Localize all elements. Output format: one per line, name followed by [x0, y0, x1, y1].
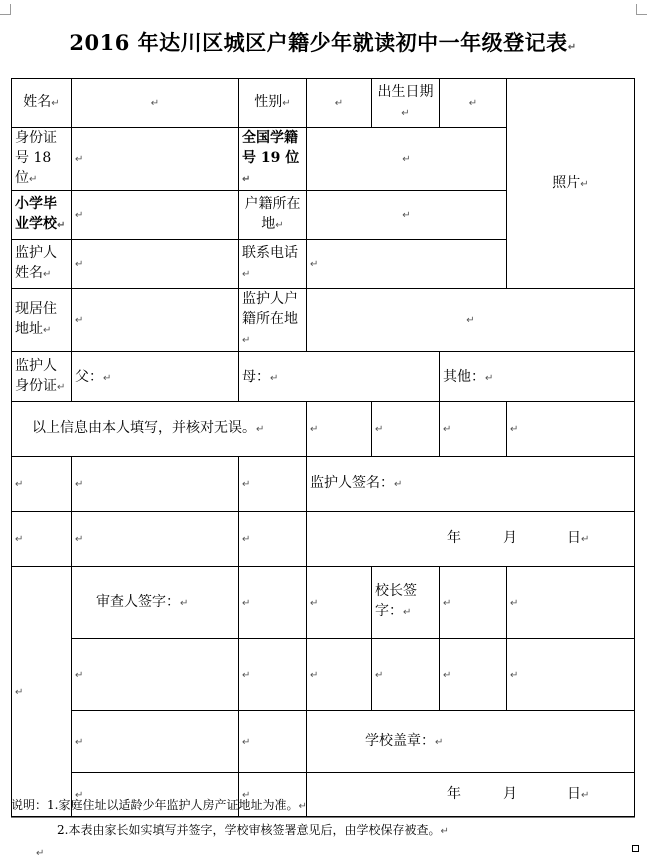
declaration-cell: 以上信息由本人填写，并核对无误。↵	[12, 402, 307, 457]
declaration-blank-4: ↵	[507, 402, 635, 457]
name-label-cell: 姓名↵	[12, 79, 72, 128]
seal-blank-2: ↵	[239, 711, 307, 773]
name-input-cell[interactable]: ↵	[72, 79, 239, 128]
declaration-blank-2: ↵	[372, 402, 440, 457]
review-blank-5: ↵	[307, 639, 372, 711]
household-label-cell: 户籍所在地↵	[239, 191, 307, 240]
primary-school-label-cell: 小学毕业学校↵	[12, 191, 72, 240]
student-number-input-cell[interactable]: ↵	[307, 128, 507, 191]
review-blank-3: ↵	[72, 639, 239, 711]
guardian-name-label-cell: 监护人姓名↵	[12, 240, 72, 289]
corner-mark-top-left	[0, 4, 11, 15]
address-label-cell: 现居住地址↵	[12, 289, 72, 352]
photo-cell[interactable]: 照片↵	[507, 79, 635, 289]
id-number-input-cell[interactable]: ↵	[72, 128, 239, 191]
review-blank-8: ↵	[507, 639, 635, 711]
phone-label-cell: 联系电话↵	[239, 240, 307, 289]
guardian-id-label-cell: 监护人身份证↵	[12, 352, 72, 402]
declaration-blank-3: ↵	[440, 402, 507, 457]
guardian-name-input-cell[interactable]: ↵	[72, 240, 239, 289]
declaration-blank-1: ↵	[307, 402, 372, 457]
reviewer-signature-label-cell: 审查人签字：↵	[72, 567, 239, 639]
birthdate-label-cell: 出生日期↵	[372, 79, 440, 128]
guardian-date-blank-3: ↵	[239, 512, 307, 567]
corner-mark-top-right	[636, 4, 647, 15]
note-line-2: 2.本表由家长如实填写并签字，学校审核签署意见后，由学校保存被查。↵	[57, 823, 449, 837]
primary-school-input-cell[interactable]: ↵	[72, 191, 239, 240]
guardian-household-label-cell: 监护人户籍所在地↵	[239, 289, 307, 352]
school-date-cell[interactable]: 年 月 日↵	[307, 773, 635, 817]
school-seal-cell[interactable]: 学校盖章：↵	[307, 711, 635, 773]
review-blank-2: ↵	[507, 567, 635, 639]
notes-section	[11, 793, 635, 842]
father-id-cell[interactable]: 父：↵	[72, 352, 239, 402]
school-date-blank-2: ↵	[239, 773, 307, 817]
end-paragraph-mark: ↵	[36, 848, 45, 859]
address-input-cell[interactable]: ↵	[72, 289, 239, 352]
guardian-household-input-cell[interactable]: ↵	[307, 289, 635, 352]
table-resize-handle[interactable]	[632, 845, 639, 852]
gender-input-cell[interactable]: ↵	[307, 79, 372, 128]
review-blank-6: ↵	[372, 639, 440, 711]
student-number-label-cell: 全国学籍号 19 位↵	[239, 128, 307, 191]
form-title: 2016 年达川区城区户籍少年就读初中一年级登记表↵	[69, 30, 577, 55]
guardian-sign-blank-2: ↵	[72, 457, 239, 512]
guardian-date-blank-1: ↵	[12, 512, 72, 567]
id-number-label-cell: 身份证号 18 位↵	[12, 128, 72, 191]
review-blank-7: ↵	[440, 639, 507, 711]
guardian-signature-cell[interactable]: 监护人签名：↵	[307, 457, 635, 512]
note-line-1: 说明：1.家庭住址以适龄少年监护人房产证地址为准。↵	[11, 793, 635, 818]
guardian-sign-blank-1: ↵	[12, 457, 72, 512]
school-date-blank-1: ↵	[72, 773, 239, 817]
review-section-blank: ↵	[12, 567, 72, 817]
birthdate-input-cell[interactable]: ↵	[440, 79, 507, 128]
seal-blank-1: ↵	[72, 711, 239, 773]
other-id-cell[interactable]: 其他：↵	[440, 352, 635, 402]
review-blank-1: ↵	[307, 567, 372, 639]
mother-id-cell[interactable]: 母：↵	[239, 352, 440, 402]
principal-signature-label-cell: 校长签字：↵	[372, 567, 440, 639]
principal-signature-cell[interactable]: ↵	[440, 567, 507, 639]
phone-input-cell[interactable]: ↵	[307, 240, 507, 289]
gender-label-cell: 性别↵	[239, 79, 307, 128]
guardian-date-blank-2: ↵	[72, 512, 239, 567]
guardian-date-cell[interactable]: 年 月 日↵	[307, 512, 635, 567]
review-blank-4: ↵	[239, 639, 307, 711]
guardian-sign-blank-3: ↵	[239, 457, 307, 512]
household-input-cell[interactable]: ↵	[307, 191, 507, 240]
registration-table	[11, 78, 635, 817]
reviewer-signature-cell[interactable]: ↵	[239, 567, 307, 639]
